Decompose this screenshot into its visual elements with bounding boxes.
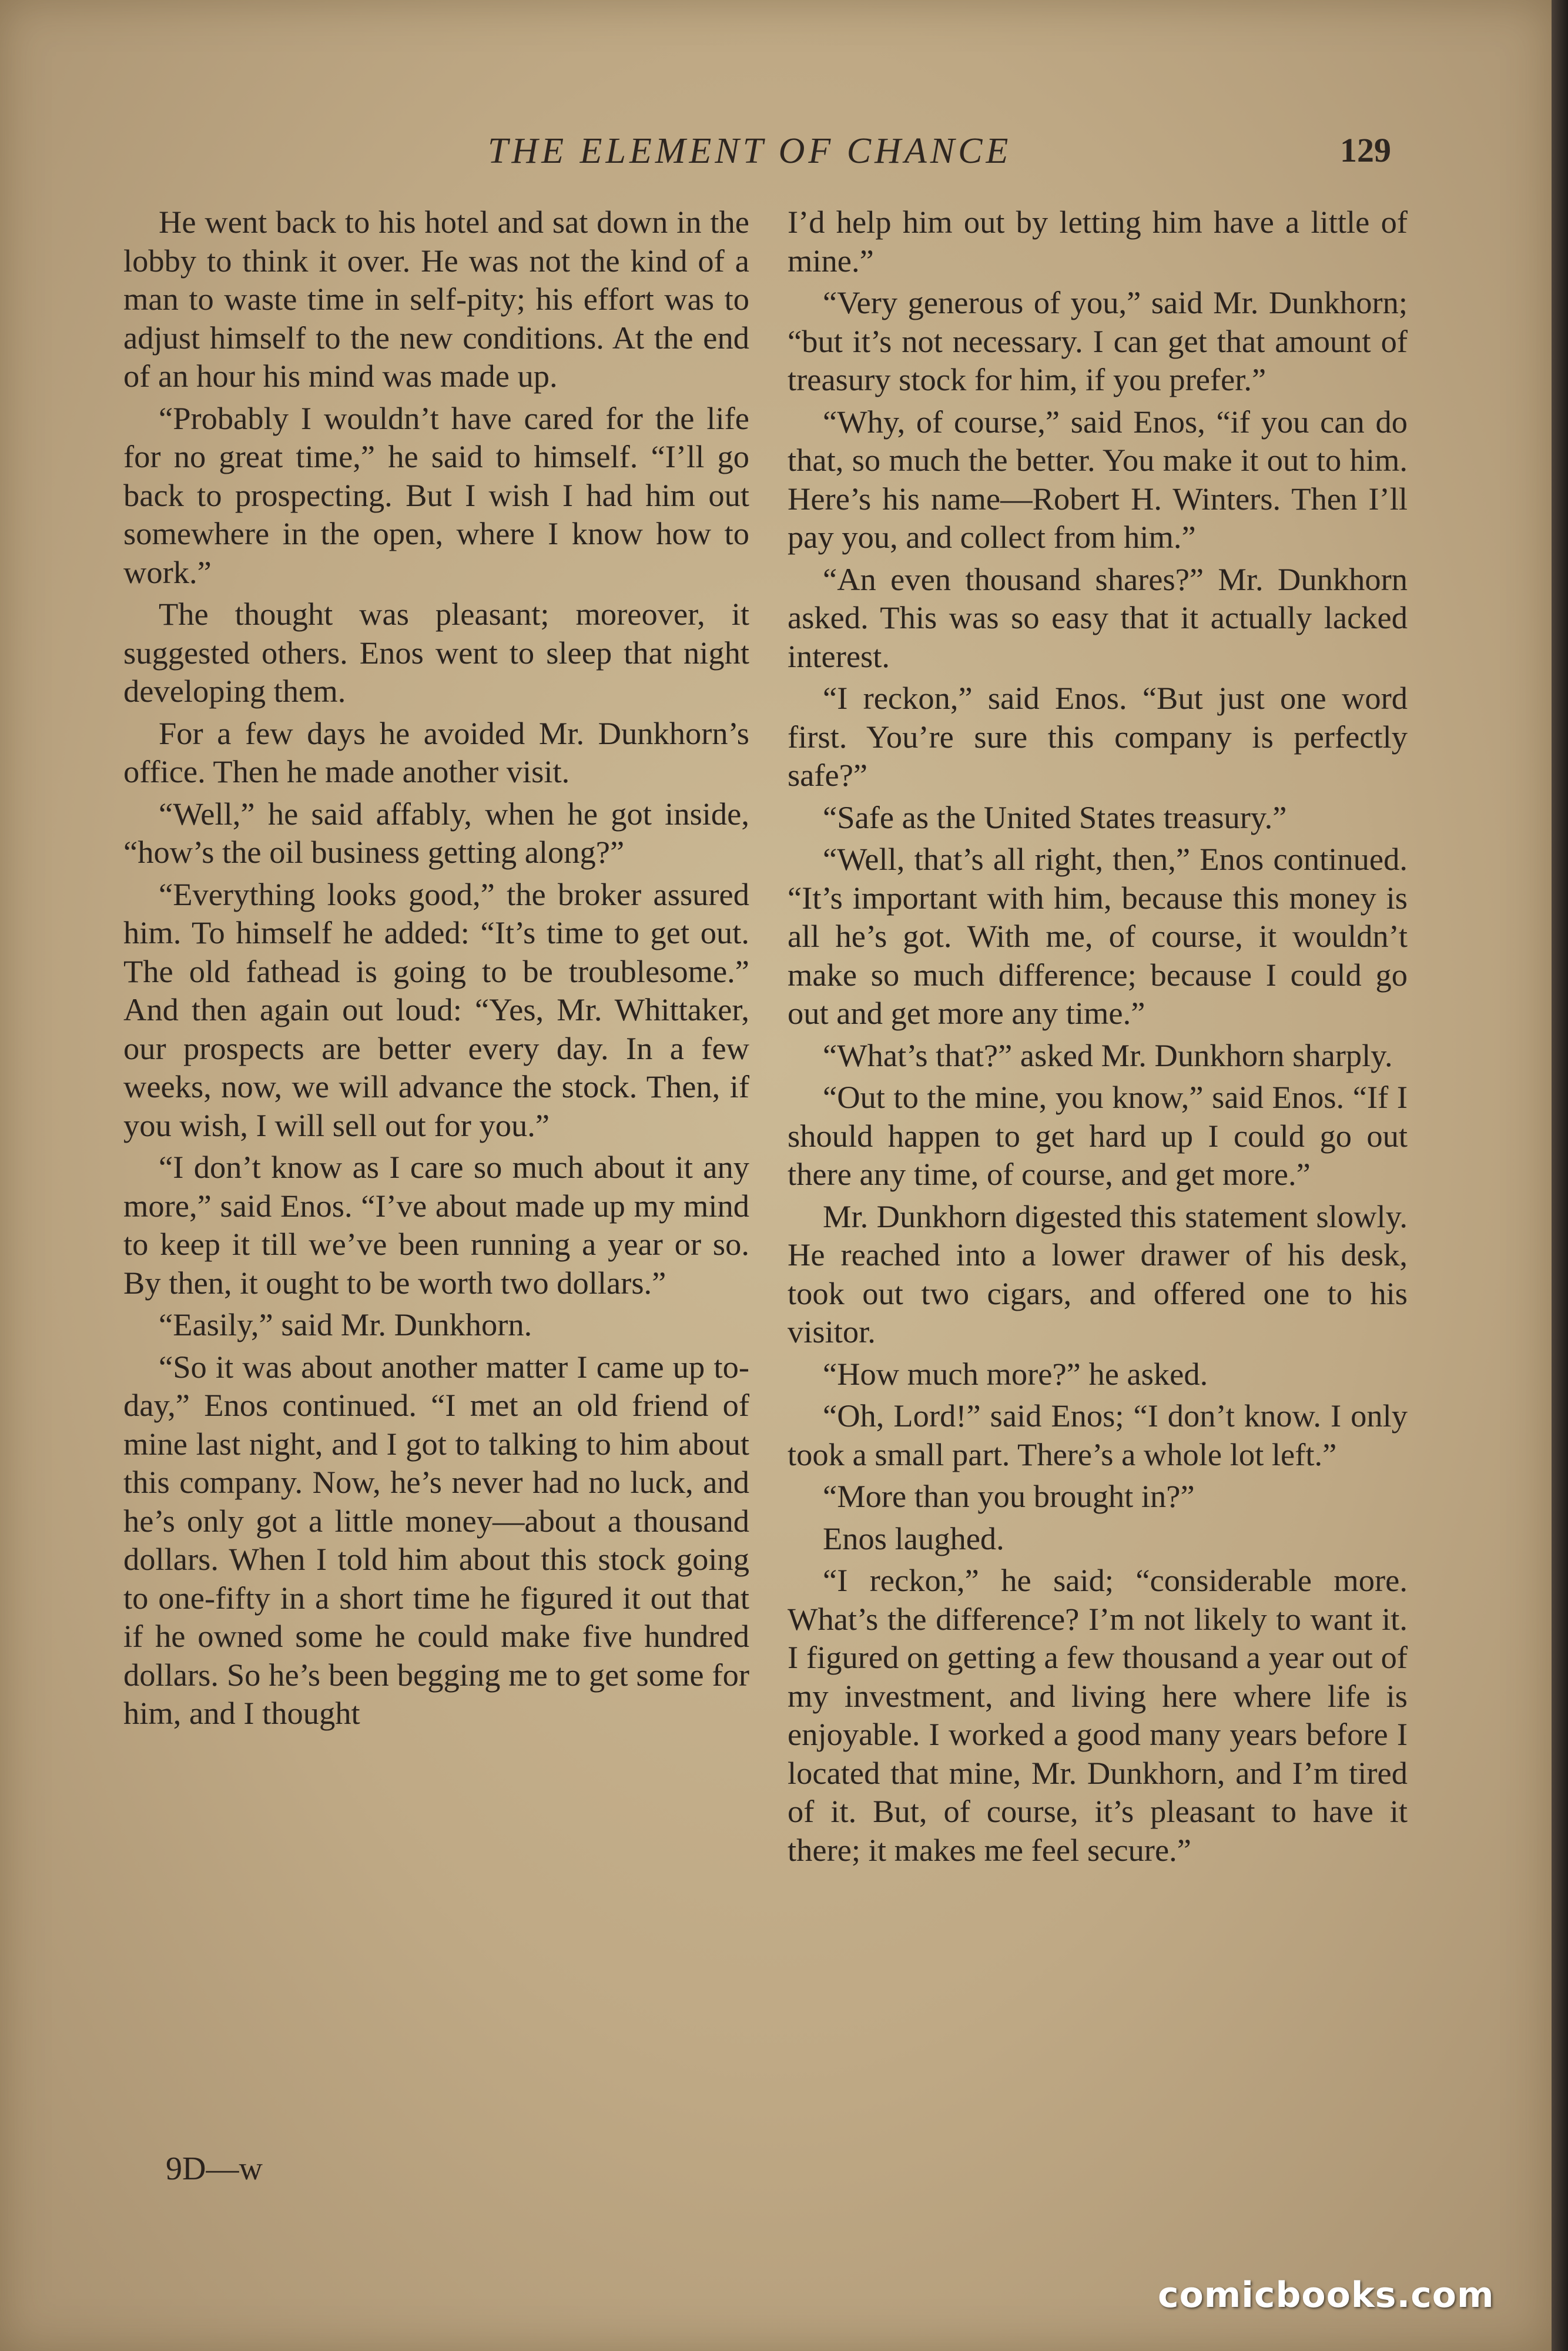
paragraph: “Well,” he said affably, when he got inside, “how’s the oil business getting along?” [123, 795, 749, 870]
paragraph: “An even thousand shares?” Mr. Dunkhorn asked. This was so easy that it actually lacked interest. [788, 561, 1408, 674]
left-column [123, 203, 749, 1736]
paragraph: “Probably I wouldn’t have cared for the life for no great time,” he said to himself. “I’ll go back to prospecting. But I wish I had him out somewhere in the open, where I know how to work.” [123, 400, 749, 590]
page-header [0, 130, 1552, 183]
signature-mark: 9D—w [166, 2151, 263, 2187]
paragraph: “Oh, Lord!” said Enos; “I don’t know. I only took a small part. There’s a whole lot left.” [788, 1398, 1408, 1472]
running-head: THE ELEMENT OF CHANCE [488, 131, 1012, 171]
right-column [788, 203, 1408, 1873]
paragraph: “Safe as the United States treasury.” [823, 799, 1287, 835]
paragraph: “I reckon,” said Enos. “But just one word first. You’re sure this company is perfectly safe?” [788, 680, 1408, 793]
paragraph: “More than you brought in?” [823, 1478, 1195, 1514]
page-edge [1552, 0, 1568, 2351]
paragraph: “I don’t know as I care so much about it any more,” said Enos. “I’ve about made up my mind to keep it till we’ve been running a year or so. By then, it ought to be worth two dollars.” [123, 1149, 749, 1301]
paragraph: “So it was about another matter I came up to-day,” Enos continued. “I met an old friend of mine last night, and I got to talking to him about this company. Now, he’s never had no luck, and he’s only got a little money—about a thousand dollars. When I told him about this stock going to one-fifty in a short time he figured it out that if he owned some he could make five hundred dollars. So he’s been begging me to get some for him, and I thought [123, 1348, 749, 1731]
paragraph: Mr. Dunkhorn digested this statement slowly. He reached into a lower drawer of his desk, took out two cigars, and offered one to his visitor. [788, 1198, 1408, 1349]
paragraph: The thought was pleasant; moreover, it suggested others. Enos went to sleep that night developing them. [123, 596, 749, 709]
paragraph: He went back to his hotel and sat down in the lobby to think it over. He was not the kind of a man to waste time in self-pity; his effort was to adjust himself to the new conditions. At the end of an hour his mind was made up. [123, 204, 749, 394]
paragraph: “Out to the mine, you know,” said Enos. “If I should happen to get hard up I could go out there any time, of course, and get more.” [788, 1079, 1408, 1192]
paragraph: Enos laughed. [823, 1520, 1004, 1556]
paragraph: For a few days he avoided Mr. Dunkhorn’s office. Then he made another visit. [123, 715, 749, 789]
paragraph: “I reckon,” he said; “considerable more. What’s the difference? I’m not likely to want it. I figured on getting a few thousand a year out of my investment, and living here where life is enjoyable. I worked a good many years before I located that mine, Mr. Dunkhorn, and I’m tired of it. But, of course, it’s pleasant to have it there; it makes me feel secure.” [788, 1562, 1408, 1868]
paragraph: “What’s that?” asked Mr. Dunkhorn sharply. [823, 1037, 1393, 1073]
paragraph: I’d help him out by letting him have a little of mine.” [788, 204, 1408, 279]
paragraph: “Well, that’s all right, then,” Enos continued. “It’s important with him, because this money is all he’s got. With me, of course, it wouldn’t make so much difference; because I could go out and get more any time.” [788, 841, 1408, 1031]
paragraph: “Very generous of you,” said Mr. Dunkhorn; “but it’s not necessary. I can get that amount of treasury stock for him, if you prefer.” [788, 284, 1408, 397]
watermark: comicbooks.com [1158, 2275, 1495, 2316]
paragraph: “Why, of course,” said Enos, “if you can do that, so much the better. You make it out to him. Here’s his name—Robert H. Winters. Then I’ll pay you, and collect from him.” [788, 403, 1408, 555]
page-number: 129 [1340, 131, 1391, 169]
paragraph: “Easily,” said Mr. Dunkhorn. [159, 1307, 532, 1342]
paragraph: “How much more?” he asked. [823, 1355, 1208, 1392]
paragraph: “Everything looks good,” the broker assured him. To himself he added: “It’s time to get out. The old fathead is going to be troublesome.” And then again out loud: “Yes, Mr. Whittaker, our prospects are better every day. In a few weeks, now, we will advance the stock. Then, if you wish, I will sell out for you.” [123, 876, 749, 1143]
